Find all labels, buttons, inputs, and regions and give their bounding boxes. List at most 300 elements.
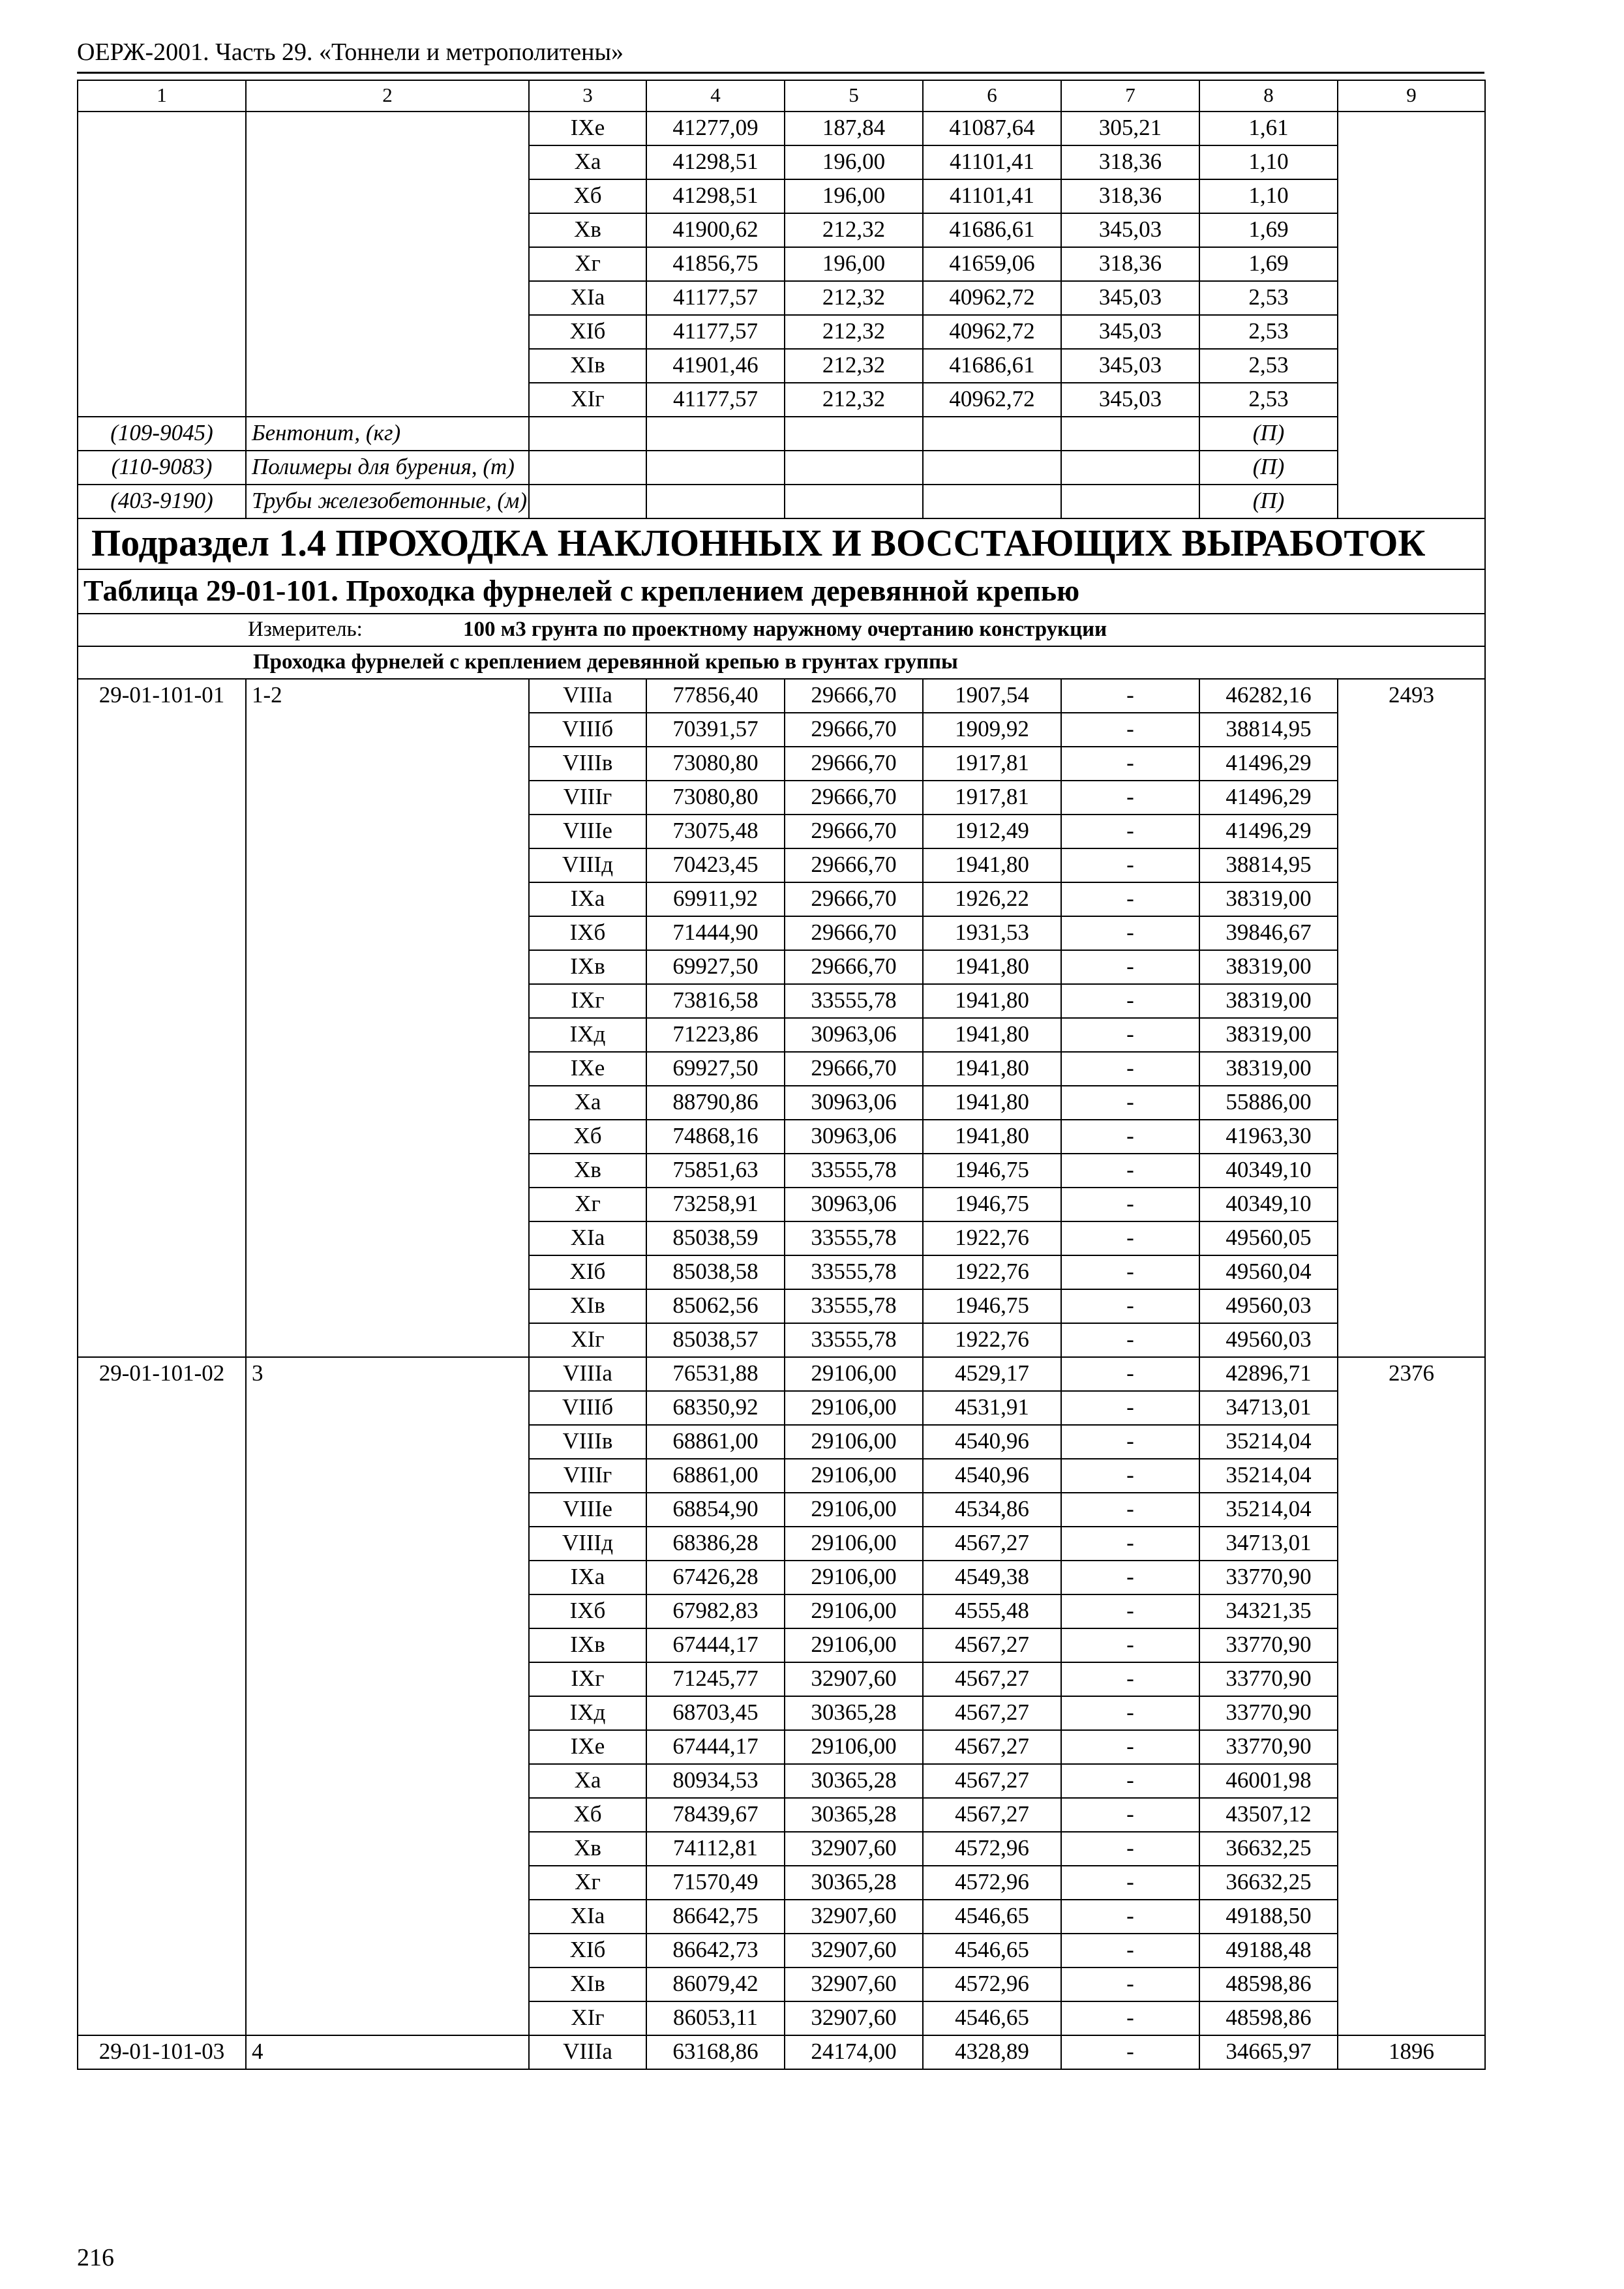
value-machines: 4567,27: [923, 1764, 1061, 1798]
value-total: 71444,90: [646, 916, 785, 950]
value-labor: 212,32: [785, 213, 923, 247]
empty-cell: [785, 485, 923, 518]
value-machinist-labor: -: [1061, 1764, 1199, 1798]
value-labor: 29106,00: [785, 1594, 923, 1628]
value-labor: 29666,70: [785, 815, 923, 848]
resource-class: VIIIa: [529, 679, 646, 713]
value-machines: 4555,48: [923, 1594, 1061, 1628]
value-labor: 24174,00: [785, 2035, 923, 2069]
value-labor: 29666,70: [785, 679, 923, 713]
value-labor: 32907,60: [785, 2001, 923, 2035]
value-total: 85062,56: [646, 1289, 785, 1323]
value-materials: 34713,01: [1199, 1391, 1338, 1425]
material-name: Бентонит, (кг): [246, 417, 529, 451]
value-machines: 40962,72: [923, 281, 1061, 315]
value-machines: 1931,53: [923, 916, 1061, 950]
value-total: 73816,58: [646, 984, 785, 1018]
value-machines: 4549,38: [923, 1561, 1061, 1594]
resource-class: IXe: [529, 1730, 646, 1764]
value-total: 71223,86: [646, 1018, 785, 1052]
value-machines: 1917,81: [923, 747, 1061, 781]
value-machines: 1926,22: [923, 882, 1061, 916]
resource-class: Xб: [529, 179, 646, 213]
soil-group: 1-2: [246, 679, 529, 1357]
value-labor: 29106,00: [785, 1493, 923, 1527]
value-machinist-labor: -: [1061, 1628, 1199, 1662]
value-materials: 33770,90: [1199, 1696, 1338, 1730]
value-labor: 29106,00: [785, 1527, 923, 1561]
value-machinist-labor: -: [1061, 882, 1199, 916]
value-machines: 41101,41: [923, 145, 1061, 179]
value-machines: 1941,80: [923, 1120, 1061, 1154]
column-number-row: [78, 80, 1485, 112]
column-number: 8: [1199, 80, 1338, 112]
value-total: 67426,28: [646, 1561, 785, 1594]
value-labor: 29666,70: [785, 848, 923, 882]
value-machines: 4567,27: [923, 1696, 1061, 1730]
value-machines: 4572,96: [923, 1967, 1061, 2001]
value-materials: 36632,25: [1199, 1832, 1338, 1866]
resource-class: IXa: [529, 882, 646, 916]
resource-class: IXг: [529, 984, 646, 1018]
resource-class: Xв: [529, 1832, 646, 1866]
value-materials: 38319,00: [1199, 1018, 1338, 1052]
material-row: [78, 485, 1485, 518]
resource-class: IXв: [529, 950, 646, 984]
value-machinist-labor: 345,03: [1061, 315, 1199, 349]
value-labor: 30365,28: [785, 1764, 923, 1798]
value-machinist-labor: -: [1061, 984, 1199, 1018]
value-machinist-labor: -: [1061, 1459, 1199, 1493]
value-machinist-labor: -: [1061, 1493, 1199, 1527]
code-cell: [78, 112, 246, 417]
value-labor: 30963,06: [785, 1120, 923, 1154]
value-labor: 212,32: [785, 383, 923, 417]
resource-class: Xб: [529, 1120, 646, 1154]
labor-cost-value: 2493: [1338, 679, 1485, 1357]
resource-class: VIIIa: [529, 2035, 646, 2069]
value-machines: 1912,49: [923, 815, 1061, 848]
value-materials: 1,69: [1199, 247, 1338, 281]
resource-class: VIIIe: [529, 1493, 646, 1527]
value-total: 86642,75: [646, 1900, 785, 1934]
value-labor: 33555,78: [785, 1289, 923, 1323]
value-machinist-labor: -: [1061, 848, 1199, 882]
value-materials: 38319,00: [1199, 882, 1338, 916]
value-machinist-labor: 345,03: [1061, 349, 1199, 383]
value-materials: 2,53: [1199, 383, 1338, 417]
material-row: [78, 417, 1485, 451]
value-machines: 1907,54: [923, 679, 1061, 713]
value-machines: 4567,27: [923, 1527, 1061, 1561]
value-machines: 1917,81: [923, 781, 1061, 815]
value-labor: 29666,70: [785, 882, 923, 916]
material-code: (109-9045): [78, 417, 246, 451]
value-labor: 32907,60: [785, 1832, 923, 1866]
value-machines: 4531,91: [923, 1391, 1061, 1425]
value-machines: 40962,72: [923, 383, 1061, 417]
value-total: 41856,75: [646, 247, 785, 281]
value-machinist-labor: -: [1061, 713, 1199, 747]
value-machines: 4567,27: [923, 1628, 1061, 1662]
resource-class: Xa: [529, 1086, 646, 1120]
resource-class: XIг: [529, 2001, 646, 2035]
resource-class: XIa: [529, 1900, 646, 1934]
value-total: 69927,50: [646, 950, 785, 984]
value-machines: 1941,80: [923, 984, 1061, 1018]
value-machinist-labor: -: [1061, 781, 1199, 815]
value-machines: 1946,75: [923, 1188, 1061, 1221]
resource-class: XIб: [529, 1934, 646, 1967]
value-labor: 29666,70: [785, 950, 923, 984]
value-materials: 43507,12: [1199, 1798, 1338, 1832]
resource-class: IXг: [529, 1662, 646, 1696]
value-materials: 55886,00: [1199, 1086, 1338, 1120]
resource-class: XIб: [529, 1255, 646, 1289]
value-total: 70423,45: [646, 848, 785, 882]
table-row: [78, 112, 1485, 145]
value-materials: 1,61: [1199, 112, 1338, 145]
value-machinist-labor: -: [1061, 1866, 1199, 1900]
value-total: 68861,00: [646, 1459, 785, 1493]
value-machinist-labor: -: [1061, 1289, 1199, 1323]
labor-cost-value: 2376: [1338, 1357, 1485, 2035]
value-total: 71245,77: [646, 1662, 785, 1696]
value-machines: 4540,96: [923, 1425, 1061, 1459]
value-labor: 29106,00: [785, 1357, 923, 1391]
value-materials: 34665,97: [1199, 2035, 1338, 2069]
value-materials: 1,69: [1199, 213, 1338, 247]
description-cell: [246, 112, 529, 417]
value-materials: 36632,25: [1199, 1866, 1338, 1900]
value-machinist-labor: 318,36: [1061, 247, 1199, 281]
value-labor: 30365,28: [785, 1866, 923, 1900]
value-total: 41298,51: [646, 145, 785, 179]
page-number: 216: [77, 2244, 114, 2271]
value-machines: 4572,96: [923, 1832, 1061, 1866]
resource-class: IXa: [529, 1561, 646, 1594]
material-row: [78, 451, 1485, 485]
value-materials: 2,53: [1199, 349, 1338, 383]
value-materials: 40349,10: [1199, 1154, 1338, 1188]
value-machinist-labor: -: [1061, 1221, 1199, 1255]
value-labor: 196,00: [785, 145, 923, 179]
value-machines: 4546,65: [923, 1934, 1061, 1967]
value-machines: 4572,96: [923, 1866, 1061, 1900]
value-machines: 4546,65: [923, 2001, 1061, 2035]
value-total: 86079,42: [646, 1967, 785, 2001]
value-total: 85038,57: [646, 1323, 785, 1357]
value-materials: 35214,04: [1199, 1425, 1338, 1459]
value-labor: 33555,78: [785, 1154, 923, 1188]
value-machinist-labor: -: [1061, 1154, 1199, 1188]
labor-cost-cell: [1338, 112, 1485, 518]
value-machinist-labor: -: [1061, 1696, 1199, 1730]
value-total: 73080,80: [646, 747, 785, 781]
value-labor: 33555,78: [785, 984, 923, 1018]
value-machinist-labor: -: [1061, 1594, 1199, 1628]
empty-cell: [923, 451, 1061, 485]
value-labor: 29106,00: [785, 1561, 923, 1594]
value-machinist-labor: 318,36: [1061, 179, 1199, 213]
value-total: 73075,48: [646, 815, 785, 848]
resource-class: XIa: [529, 1221, 646, 1255]
value-machinist-labor: -: [1061, 950, 1199, 984]
empty-cell: [529, 451, 646, 485]
value-machinist-labor: -: [1061, 1188, 1199, 1221]
value-machinist-labor: -: [1061, 747, 1199, 781]
value-materials: 49188,48: [1199, 1934, 1338, 1967]
rate-code: 29-01-101-01: [78, 679, 246, 1357]
value-total: 67982,83: [646, 1594, 785, 1628]
column-number: 3: [529, 80, 646, 112]
value-machines: 1941,80: [923, 1018, 1061, 1052]
value-materials: 39846,67: [1199, 916, 1338, 950]
value-total: 68854,90: [646, 1493, 785, 1527]
empty-cell: [646, 485, 785, 518]
value-machines: 4567,27: [923, 1662, 1061, 1696]
value-total: 41177,57: [646, 281, 785, 315]
value-total: 41900,62: [646, 213, 785, 247]
value-machinist-labor: -: [1061, 2001, 1199, 2035]
empty-cell: [646, 451, 785, 485]
value-materials: 33770,90: [1199, 1662, 1338, 1696]
value-machinist-labor: -: [1061, 1934, 1199, 1967]
resource-class: Xa: [529, 145, 646, 179]
empty-cell: [529, 485, 646, 518]
value-materials: 1,10: [1199, 145, 1338, 179]
value-labor: 29106,00: [785, 1425, 923, 1459]
material-name: Трубы железобетонные, (м): [246, 485, 529, 518]
resource-class: XIв: [529, 1289, 646, 1323]
value-total: 68861,00: [646, 1425, 785, 1459]
value-labor: 30963,06: [785, 1086, 923, 1120]
resource-class: Xa: [529, 1764, 646, 1798]
column-number: 1: [78, 80, 246, 112]
value-labor: 30365,28: [785, 1696, 923, 1730]
value-machinist-labor: -: [1061, 1255, 1199, 1289]
value-machines: 4328,89: [923, 2035, 1061, 2069]
subsection-row: [78, 518, 1485, 569]
group-title: Проходка фурнелей с креплением деревянной крепью в грунтах группы: [78, 646, 1485, 679]
material-mark: (П): [1199, 485, 1338, 518]
material-code: (110-9083): [78, 451, 246, 485]
resource-class: IXe: [529, 112, 646, 145]
resource-class: VIIIб: [529, 1391, 646, 1425]
value-materials: 49188,50: [1199, 1900, 1338, 1934]
value-total: 63168,86: [646, 2035, 785, 2069]
value-total: 77856,40: [646, 679, 785, 713]
material-name: Полимеры для бурения, (т): [246, 451, 529, 485]
value-materials: 40349,10: [1199, 1188, 1338, 1221]
resource-class: IXб: [529, 1594, 646, 1628]
header-divider: [77, 72, 1484, 74]
value-total: 41277,09: [646, 112, 785, 145]
value-machines: 4534,86: [923, 1493, 1061, 1527]
value-machines: 1922,76: [923, 1255, 1061, 1289]
value-labor: 29666,70: [785, 916, 923, 950]
value-labor: 29106,00: [785, 1391, 923, 1425]
soil-group: 3: [246, 1357, 529, 2035]
value-machines: 41659,06: [923, 247, 1061, 281]
resource-class: XIг: [529, 383, 646, 417]
value-labor: 29106,00: [785, 1628, 923, 1662]
value-machinist-labor: -: [1061, 2035, 1199, 2069]
value-machines: 4567,27: [923, 1798, 1061, 1832]
material-code: (403-9190): [78, 485, 246, 518]
value-labor: 33555,78: [785, 1255, 923, 1289]
value-machinist-labor: -: [1061, 815, 1199, 848]
value-machinist-labor: -: [1061, 1900, 1199, 1934]
value-machines: 4529,17: [923, 1357, 1061, 1391]
resource-class: IXв: [529, 1628, 646, 1662]
value-labor: 212,32: [785, 349, 923, 383]
value-materials: 49560,03: [1199, 1289, 1338, 1323]
value-total: 69927,50: [646, 1052, 785, 1086]
value-materials: 1,10: [1199, 179, 1338, 213]
empty-cell: [923, 485, 1061, 518]
value-total: 68703,45: [646, 1696, 785, 1730]
value-total: 76531,88: [646, 1357, 785, 1391]
resource-class: IXб: [529, 916, 646, 950]
empty-cell: [923, 417, 1061, 451]
value-labor: 33555,78: [785, 1221, 923, 1255]
value-machinist-labor: -: [1061, 1561, 1199, 1594]
resource-class: VIIIд: [529, 1527, 646, 1561]
value-machines: 1941,80: [923, 950, 1061, 984]
value-total: 69911,92: [646, 882, 785, 916]
value-materials: 34321,35: [1199, 1594, 1338, 1628]
value-materials: 2,53: [1199, 315, 1338, 349]
value-machinist-labor: 345,03: [1061, 281, 1199, 315]
value-labor: 30365,28: [785, 1798, 923, 1832]
empty-cell: [1061, 485, 1199, 518]
value-machines: 1946,75: [923, 1154, 1061, 1188]
value-total: 68386,28: [646, 1527, 785, 1561]
value-labor: 29106,00: [785, 1459, 923, 1493]
rate-code: 29-01-101-03: [78, 2035, 246, 2069]
value-total: 41901,46: [646, 349, 785, 383]
value-total: 85038,58: [646, 1255, 785, 1289]
value-total: 68350,92: [646, 1391, 785, 1425]
value-machines: 4540,96: [923, 1459, 1061, 1493]
value-machinist-labor: -: [1061, 1086, 1199, 1120]
rates-table: [77, 80, 1486, 2070]
value-machinist-labor: -: [1061, 1730, 1199, 1764]
value-machinist-labor: -: [1061, 679, 1199, 713]
value-labor: 32907,60: [785, 1900, 923, 1934]
value-machinist-labor: -: [1061, 1798, 1199, 1832]
resource-class: Xг: [529, 247, 646, 281]
value-materials: 33770,90: [1199, 1628, 1338, 1662]
value-machinist-labor: -: [1061, 1967, 1199, 2001]
value-total: 80934,53: [646, 1764, 785, 1798]
value-machinist-labor: -: [1061, 1425, 1199, 1459]
value-total: 74112,81: [646, 1832, 785, 1866]
value-machinist-labor: -: [1061, 1323, 1199, 1357]
value-labor: 32907,60: [785, 1934, 923, 1967]
value-materials: 42896,71: [1199, 1357, 1338, 1391]
value-machinist-labor: -: [1061, 1018, 1199, 1052]
rates-table-body: [78, 80, 1485, 2069]
value-total: 67444,17: [646, 1628, 785, 1662]
value-machines: 1941,80: [923, 1052, 1061, 1086]
resource-class: Xв: [529, 213, 646, 247]
value-labor: 29666,70: [785, 1052, 923, 1086]
value-machines: 1946,75: [923, 1289, 1061, 1323]
resource-class: XIв: [529, 349, 646, 383]
value-labor: 33555,78: [785, 1323, 923, 1357]
value-total: 41298,51: [646, 179, 785, 213]
value-machinist-labor: 345,03: [1061, 213, 1199, 247]
value-total: 86053,11: [646, 2001, 785, 2035]
value-machinist-labor: -: [1061, 1391, 1199, 1425]
column-number: 7: [1061, 80, 1199, 112]
value-total: 86642,73: [646, 1934, 785, 1967]
value-machines: 41686,61: [923, 213, 1061, 247]
resource-class: Xб: [529, 1798, 646, 1832]
table-row: [78, 679, 1485, 713]
value-materials: 38319,00: [1199, 984, 1338, 1018]
resource-class: XIв: [529, 1967, 646, 2001]
table-title: Таблица 29-01-101. Проходка фурнелей с креплением деревянной крепью: [78, 569, 1485, 614]
value-machines: 40962,72: [923, 315, 1061, 349]
value-machinist-labor: -: [1061, 1120, 1199, 1154]
resource-class: VIIIв: [529, 1425, 646, 1459]
value-machines: 1922,76: [923, 1221, 1061, 1255]
value-total: 70391,57: [646, 713, 785, 747]
empty-cell: [785, 451, 923, 485]
value-total: 71570,49: [646, 1866, 785, 1900]
resource-class: VIIIд: [529, 848, 646, 882]
empty-cell: [646, 417, 785, 451]
resource-class: XIa: [529, 281, 646, 315]
resource-class: VIIIe: [529, 815, 646, 848]
value-machines: 41101,41: [923, 179, 1061, 213]
value-materials: 34713,01: [1199, 1527, 1338, 1561]
resource-class: IXд: [529, 1696, 646, 1730]
resource-class: VIIIa: [529, 1357, 646, 1391]
soil-group: 4: [246, 2035, 529, 2069]
value-materials: 38814,95: [1199, 713, 1338, 747]
value-materials: 38814,95: [1199, 848, 1338, 882]
value-machinist-labor: -: [1061, 1832, 1199, 1866]
value-machines: 1941,80: [923, 1086, 1061, 1120]
resource-class: VIIIг: [529, 781, 646, 815]
value-labor: 187,84: [785, 112, 923, 145]
page-header-title: ОЕРЖ-2001. Часть 29. «Тоннели и метрополитены»: [77, 38, 624, 66]
value-machines: 41087,64: [923, 112, 1061, 145]
value-materials: 41963,30: [1199, 1120, 1338, 1154]
value-machines: 4546,65: [923, 1900, 1061, 1934]
value-total: 88790,86: [646, 1086, 785, 1120]
material-mark: (П): [1199, 451, 1338, 485]
value-total: 75851,63: [646, 1154, 785, 1188]
value-machinist-labor: -: [1061, 1357, 1199, 1391]
table-row: [78, 2035, 1485, 2069]
column-number: 5: [785, 80, 923, 112]
resource-class: XIг: [529, 1323, 646, 1357]
value-machines: 41686,61: [923, 349, 1061, 383]
value-machinist-labor: -: [1061, 1052, 1199, 1086]
empty-cell: [785, 417, 923, 451]
value-materials: 41496,29: [1199, 747, 1338, 781]
column-number: 4: [646, 80, 785, 112]
value-materials: 46282,16: [1199, 679, 1338, 713]
column-number: 6: [923, 80, 1061, 112]
value-materials: 38319,00: [1199, 1052, 1338, 1086]
value-labor: 196,00: [785, 247, 923, 281]
